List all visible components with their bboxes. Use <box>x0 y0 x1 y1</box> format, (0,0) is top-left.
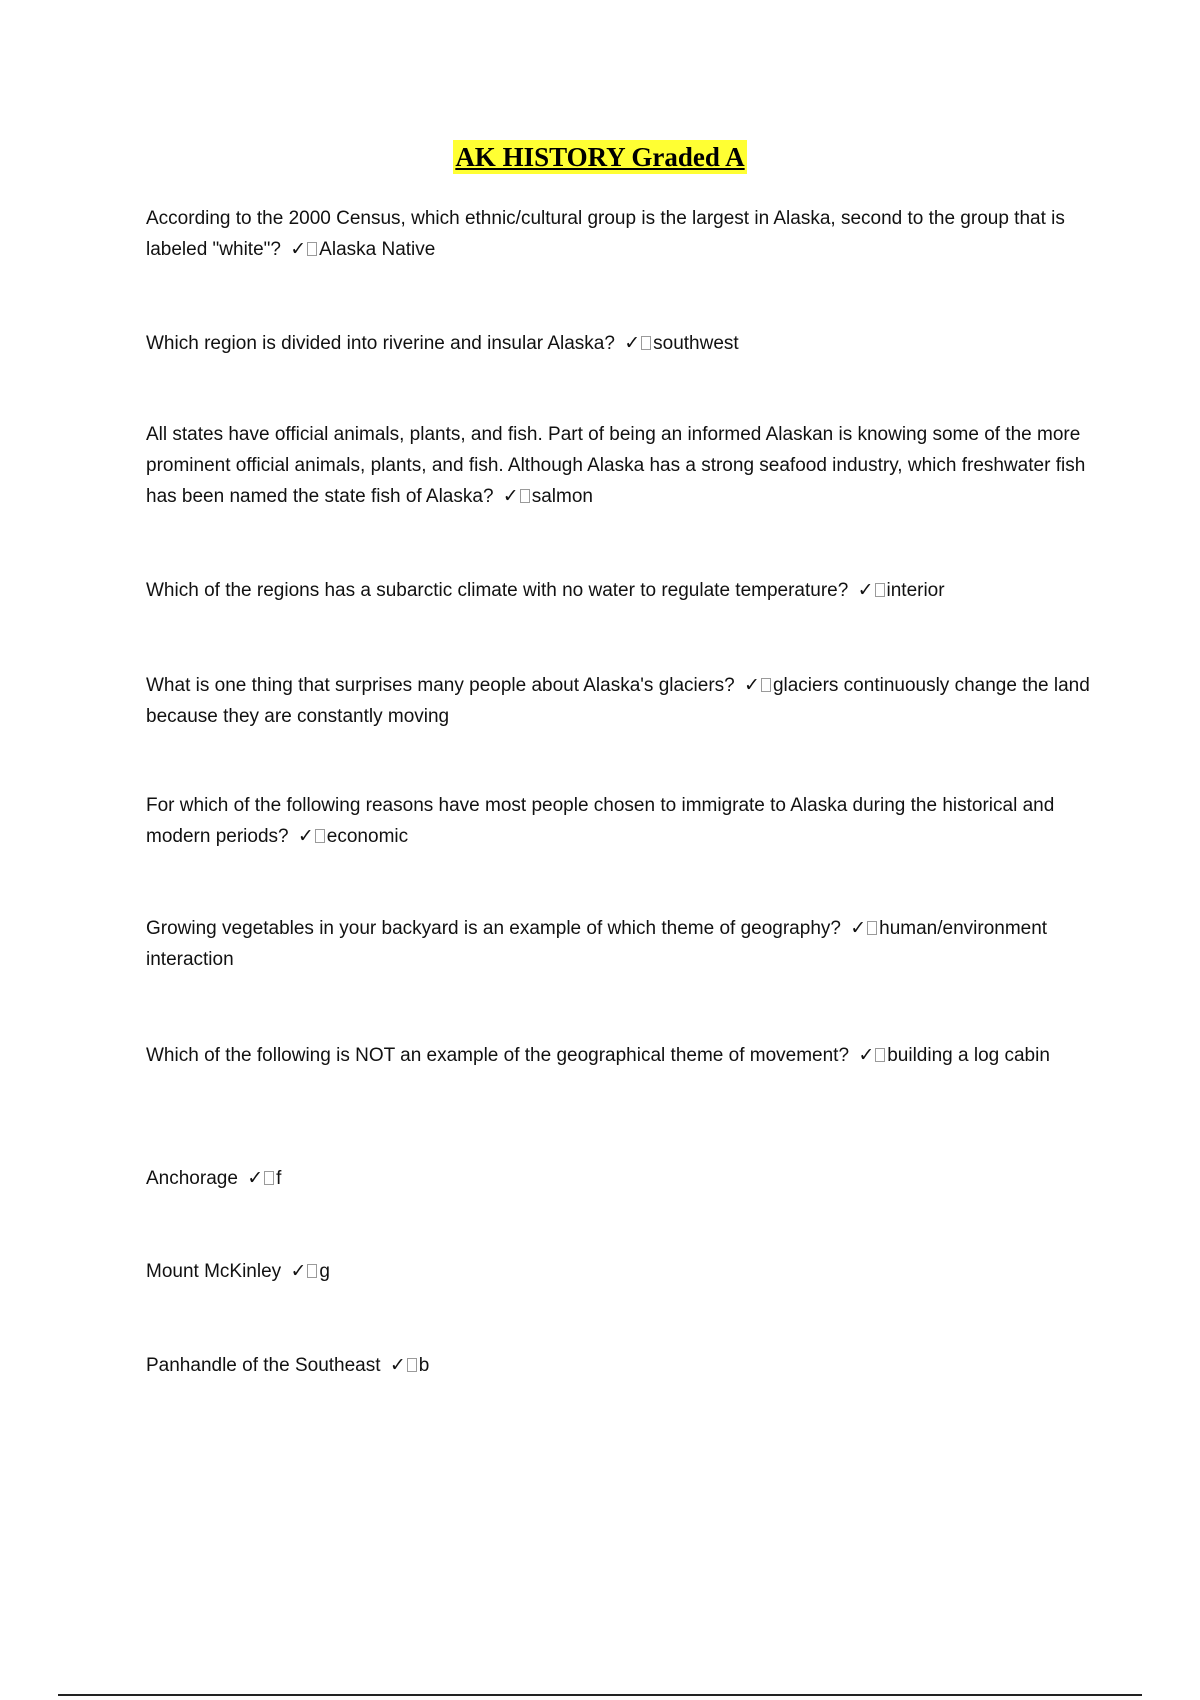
check-mark-icon: ✓ <box>297 826 314 847</box>
question-text: Anchorage <box>146 1168 238 1189</box>
question-text: What is one thing that surprises many people about Alaska's glaciers? <box>146 675 735 696</box>
question-text: Panhandle of the Southeast <box>146 1355 381 1376</box>
title-container <box>0 140 1200 174</box>
answer-text: b <box>418 1355 430 1376</box>
checkbox-glyph-icon <box>761 678 771 692</box>
checkbox-glyph-icon <box>867 921 877 935</box>
answer-text: salmon <box>531 486 593 507</box>
qa-item <box>146 575 1096 606</box>
qa-item <box>146 1256 1096 1287</box>
qa-item <box>146 419 1096 512</box>
check-mark-icon: ✓ <box>744 675 760 696</box>
answer-text: economic <box>326 826 409 847</box>
checkbox-glyph-icon <box>875 583 885 597</box>
answer-text: g <box>319 1261 330 1282</box>
checkbox-glyph-icon <box>641 336 651 350</box>
checkbox-glyph-icon <box>315 829 325 843</box>
footer-divider <box>58 1694 1142 1696</box>
answer-text: building a log cabin <box>887 1045 1050 1066</box>
answer-text: southwest <box>653 333 739 354</box>
question-text: Which of the following is NOT an example of the geographical theme of movement? <box>146 1045 850 1066</box>
qa-item <box>146 913 1096 975</box>
check-mark-icon: ✓ <box>858 1045 875 1066</box>
qa-item <box>146 203 1096 265</box>
checkbox-glyph-icon <box>264 1171 274 1185</box>
question-text: For which of the following reasons have most people chosen to immigrate to Alaska during the historical and modern periods? <box>146 795 1055 847</box>
checkbox-glyph-icon <box>307 242 317 256</box>
check-mark-icon: ✓ <box>857 580 874 601</box>
question-text: Mount McKinley <box>146 1261 282 1282</box>
check-mark-icon: ✓ <box>290 1261 307 1282</box>
answer-text: f <box>276 1168 282 1189</box>
qa-item <box>146 1040 1096 1071</box>
answer-text: interior <box>886 580 945 601</box>
answer-text: glaciers continuously change the land because they are constantly moving <box>146 675 1090 727</box>
question-text: According to the 2000 Census, which ethnic/cultural group is the largest in Alaska, second to the group that is labeled "white"? <box>146 208 1065 260</box>
qa-item <box>146 1163 1096 1194</box>
checkbox-glyph-icon <box>520 489 530 503</box>
question-text: Which region is divided into riverine and insular Alaska? <box>146 333 615 354</box>
check-mark-icon: ✓ <box>290 239 307 260</box>
qa-item <box>146 790 1096 852</box>
check-mark-icon: ✓ <box>624 333 641 354</box>
check-mark-icon: ✓ <box>502 486 519 507</box>
document-title: AK HISTORY Graded A <box>455 142 745 172</box>
question-text: All states have official animals, plants, and fish. Part of being an informed Alaskan is knowing some of the more prominent official animals, plants, and fish. Although Alaska has a strong seafood industry, which freshwater fish has been named the state fish of Alaska? <box>146 424 1086 507</box>
qa-item <box>146 1350 1096 1381</box>
qa-item <box>146 670 1096 732</box>
checkbox-glyph-icon <box>307 1264 317 1278</box>
answer-text: Alaska Native <box>319 239 436 260</box>
question-text: Growing vegetables in your backyard is an example of which theme of geography? <box>146 918 841 939</box>
checkbox-glyph-icon <box>875 1048 885 1062</box>
check-mark-icon: ✓ <box>850 918 867 939</box>
check-mark-icon: ✓ <box>389 1355 406 1376</box>
question-text: Which of the regions has a subarctic climate with no water to regulate temperature? <box>146 580 849 601</box>
check-mark-icon: ✓ <box>247 1168 264 1189</box>
qa-item <box>146 328 1096 359</box>
checkbox-glyph-icon <box>407 1358 417 1372</box>
answer-text: human/environment interaction <box>146 918 1048 970</box>
